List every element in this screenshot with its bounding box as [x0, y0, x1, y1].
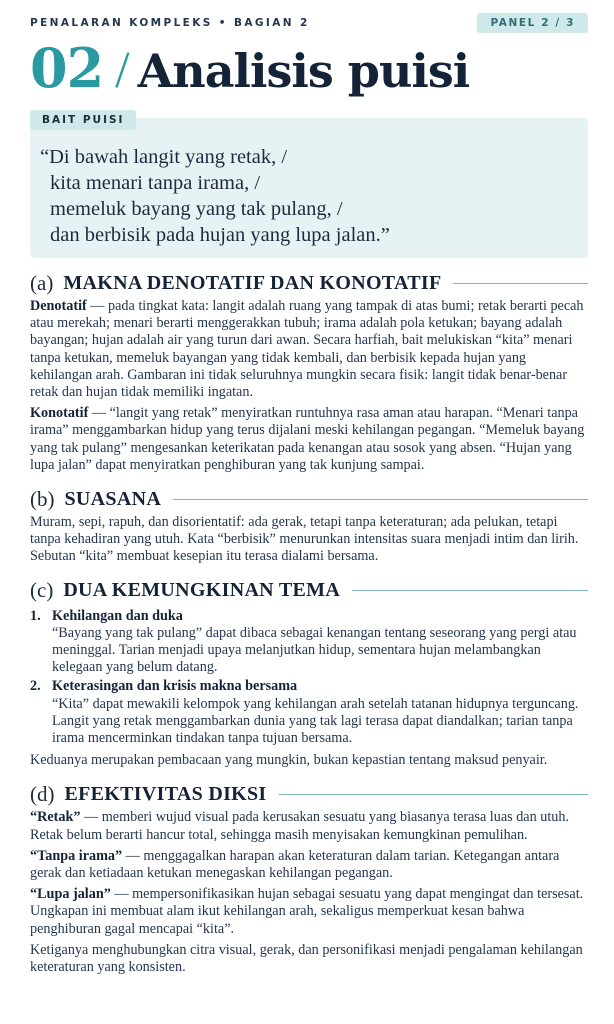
- denotative-text: — pada tingkat kata: langit adalah ruang yang tampak di atas bumi; retak berarti pecah atau merekah; menari berarti menggerakkan tubuh; irama adalah pola ketukan; bayang adalah bayangan; hujan adalah air yang turun dari awan. Secara harfiah, bait melukiskan “kita” menari tanpa ketukan, memeluk bayangan yang tidak kembali, dan berbisik kepada hujan yang kehilangan arah. Gambaran ini tidak seluruhnya mungkin secara fisik: langit tidak benar-benar retak dan hujan tidak memiliki ingatan.: [30, 298, 584, 401]
- section-body: [30, 608, 588, 770]
- section-title: SUASANA: [64, 487, 162, 510]
- section-heading: [30, 779, 588, 809]
- diction-text: — menggagalkan harapan akan keteraturan dalam tarian. Ketegangan antara gerak dan ketiadaan ketukan menegaskan kehilangan pegangan.: [30, 847, 560, 882]
- section-letter: (d): [30, 781, 55, 806]
- section-rule: [279, 794, 588, 795]
- theme-number: 1.: [30, 607, 41, 624]
- diction-text: — mempersonifikasikan hujan sebagai sesuatu yang dapat mengingat dan tersesat. Ungkapan ini membuat alam ikut kehilangan arah, sekaligus memperkuat kesan bahwa penghiburan gagal mencapai “kita”.: [30, 886, 584, 937]
- section-body: [30, 514, 588, 566]
- poem-line: dan berbisik pada hujan yang lupa jalan.”: [50, 224, 390, 246]
- section-rule: [173, 499, 588, 500]
- theme-item: [30, 608, 588, 677]
- themes-closing: Keduanya merupakan pembacaan yang mungkin, bukan kepastian tentang maksud penyair.: [30, 752, 548, 769]
- diction-label: “Lupa jalan”: [30, 886, 111, 903]
- denotative-label: Denotatif: [30, 298, 87, 314]
- poem-box: [30, 114, 588, 258]
- panel-badge: PANEL 2 / 3: [477, 13, 588, 33]
- section-atmosphere: [30, 484, 588, 566]
- connotative-paragraph: [30, 405, 588, 474]
- theme-title: Kehilangan dan duka: [52, 607, 183, 624]
- section-rule: [453, 283, 588, 284]
- diction-entry: [30, 886, 588, 938]
- poem-tag: BAIT PUISI: [30, 110, 136, 130]
- section-heading: [30, 268, 588, 298]
- section-letter: (a): [30, 270, 54, 295]
- section-title: DUA KEMUNGKINAN TEMA: [63, 579, 341, 602]
- section-diction: [30, 779, 588, 976]
- diction-text: — memberi wujud visual pada kerusakan sesuatu yang biasanya terasa luas dan utuh. Retak belum berarti hancur total, sehingga masih menyisakan kemungkinan pemulihan.: [30, 809, 569, 843]
- connotative-label: Konotatif: [30, 405, 89, 422]
- diction-entry: [30, 848, 588, 882]
- top-bar: [30, 12, 588, 34]
- section-letter: (c): [30, 578, 54, 603]
- diction-label: “Retak”: [30, 809, 81, 826]
- section-title: MAKNA DENOTATIF DAN KONOTATIF: [63, 271, 442, 294]
- section-body: [30, 809, 588, 976]
- section-denotative-connotative: [30, 268, 588, 474]
- section-body: [30, 298, 588, 474]
- title-slash: /: [115, 42, 130, 99]
- theme-item: [30, 678, 588, 747]
- section-themes: [30, 576, 588, 770]
- denotative-paragraph: [30, 298, 588, 401]
- diction-closing: Ketiganya menghubungkan citra visual, gerak, dan personifikasi menjadi pengalaman kehilangan keteraturan yang konsisten.: [30, 941, 583, 976]
- poem-line: “Di bawah langit yang retak, /: [40, 146, 288, 168]
- atmosphere-text: Muram, sepi, rapuh, dan disorientatif: ada gerak, tetapi tanpa keteraturan; ada pelukan, tetapi tanpa kehadiran yang utuh. Kata “berbisik” menurunkan intensitas suara menjadi intim dan lirih. Sebutan “kita” membuat kesepian itu terasa dialami bersama.: [30, 514, 579, 565]
- section-heading: [30, 484, 588, 514]
- page-title: [30, 36, 588, 108]
- title-number: 02: [30, 36, 104, 100]
- series-kicker: PENALARAN KOMPLEKS • BAGIAN 2: [30, 17, 310, 29]
- section-rule: [352, 590, 588, 591]
- poem-line: memeluk bayang yang tak pulang, /: [50, 198, 343, 220]
- section-letter: (b): [30, 486, 55, 511]
- section-title: EFEKTIVITAS DIKSI: [64, 782, 267, 805]
- theme-number: 2.: [30, 678, 41, 695]
- theme-body: [52, 608, 588, 677]
- title-text: Analisis puisi: [137, 44, 470, 98]
- theme-text: “Bayang yang tak pulang” dapat dibaca sebagai kenangan tentang seseorang yang pergi atau meninggal. Tarian menjadi upaya melanjutkan hidup, sementara hujan melambangkan kelegaan yang belum datang.: [52, 624, 577, 676]
- section-heading: [30, 576, 588, 606]
- poem-lines: [40, 144, 574, 248]
- diction-entry: [30, 809, 588, 843]
- theme-title: Keterasingan dan krisis makna bersama: [52, 678, 298, 695]
- poem-line: kita menari tanpa irama, /: [50, 172, 261, 194]
- theme-body: [52, 678, 588, 747]
- connotative-text: — “langit yang retak” menyiratkan runtuhnya rasa aman atau harapan. “Menari tanpa irama” menggambarkan hidup yang terus dijalani meski kehilangan pegangan. “Memeluk bayang yang tak pulang” mengesankan keterikatan pada kenangan atau sosok yang absen. “Hujan yang lupa jalan” dapat menyiratkan penghiburan yang tak kunjung sampai.: [30, 405, 585, 473]
- diction-label: “Tanpa irama”: [30, 847, 123, 864]
- theme-text: “Kita” dapat mewakili kelompok yang kehilangan arah setelah tatanan hidupnya terguncang. Langit yang retak menggambarkan dunia yang tak lagi terasa dapat diandalkan; tarian tanpa irama mencerminkan tindakan tanpa tujuan bersama.: [52, 695, 579, 747]
